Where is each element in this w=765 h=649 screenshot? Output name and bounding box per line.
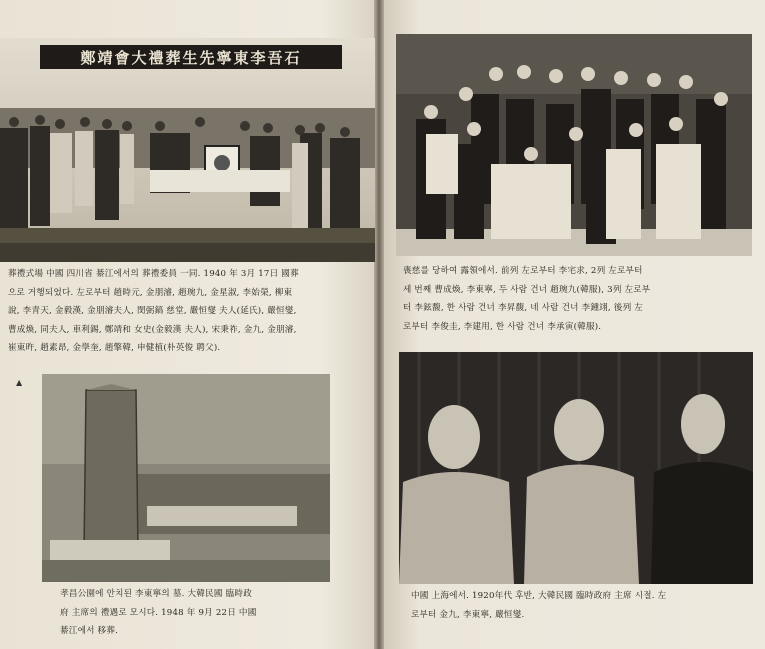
grave-caption-line: 綦江에서 移葬. (60, 626, 119, 636)
book-gutter (374, 0, 384, 649)
funeral-caption-line: 崔東旿, 趙素昂, 金學奎, 趙擎韓, 申健植(朴英俊 聘父). (8, 343, 221, 353)
group-photo (396, 34, 752, 256)
trio-caption (411, 587, 751, 624)
trio-caption-line: 中國 上海에서. 1920年代 후반, 大韓民國 臨時政府 主席 시절. 左 (411, 591, 667, 601)
group-caption (403, 262, 753, 336)
trio-photo (399, 352, 753, 584)
funeral-banner: 鄭靖會大禮葬生先寧東李吾石 (40, 45, 342, 69)
grave-caption (60, 585, 330, 641)
grave-photo (42, 374, 330, 582)
funeral-caption-line: 葬禮式場 中國 四川省 綦江에서의 葬禮委員 一同. 1940 年 3月 17日 國葬 (8, 269, 299, 279)
page-mark: ▲ (16, 378, 23, 387)
funeral-caption-line: 曹成煥, 同夫人, 車利錫, 鄭靖和 女史(金毅漢 夫人), 宋秉祚, 金九, 金朋濬, (8, 324, 297, 335)
funeral-caption-line: 說, 李青天, 金毅漢, 金朋濬夫人, 閔弼鎬 慈堂, 嚴恒燮 夫人(延氏), 嚴恒燮, (8, 306, 297, 316)
group-caption-line: 세 번째 曹成煥, 李東寧, 두 사람 건너 趙琬九(韓服), 3列 左로부 (403, 284, 651, 295)
group-caption-line: 로부터 李俊圭, 李建用, 한 사람 건너 李承寅(韓服). (403, 321, 602, 332)
group-caption-line: 喪慈를 당하여 露領에서. 前列 左로부터 李宅求, 2列 左로부터 (403, 266, 643, 276)
grave-caption-line: 孝昌公園에 안치된 李東寧의 墓. 大韓民國 臨時政 (60, 589, 253, 599)
group-caption-line: 터 李鉉馥, 한 사람 건너 李昇馥, 네 사람 건너 李鍾翊, 後列 左 (403, 303, 644, 313)
funeral-photo (0, 38, 375, 262)
funeral-caption-line: 으로 거행되었다. 左로부터 趙時元, 金朋濬, 趙琬九, 金星淑, 李始榮, 柳東 (8, 287, 293, 298)
trio-caption-line: 로부터 金九, 李東寧, 嚴恒燮. (411, 609, 525, 620)
funeral-caption (8, 265, 370, 358)
grave-caption-line: 府 主席의 禮遇로 모시다. 1948 年 9月 22日 中國 (60, 607, 257, 618)
